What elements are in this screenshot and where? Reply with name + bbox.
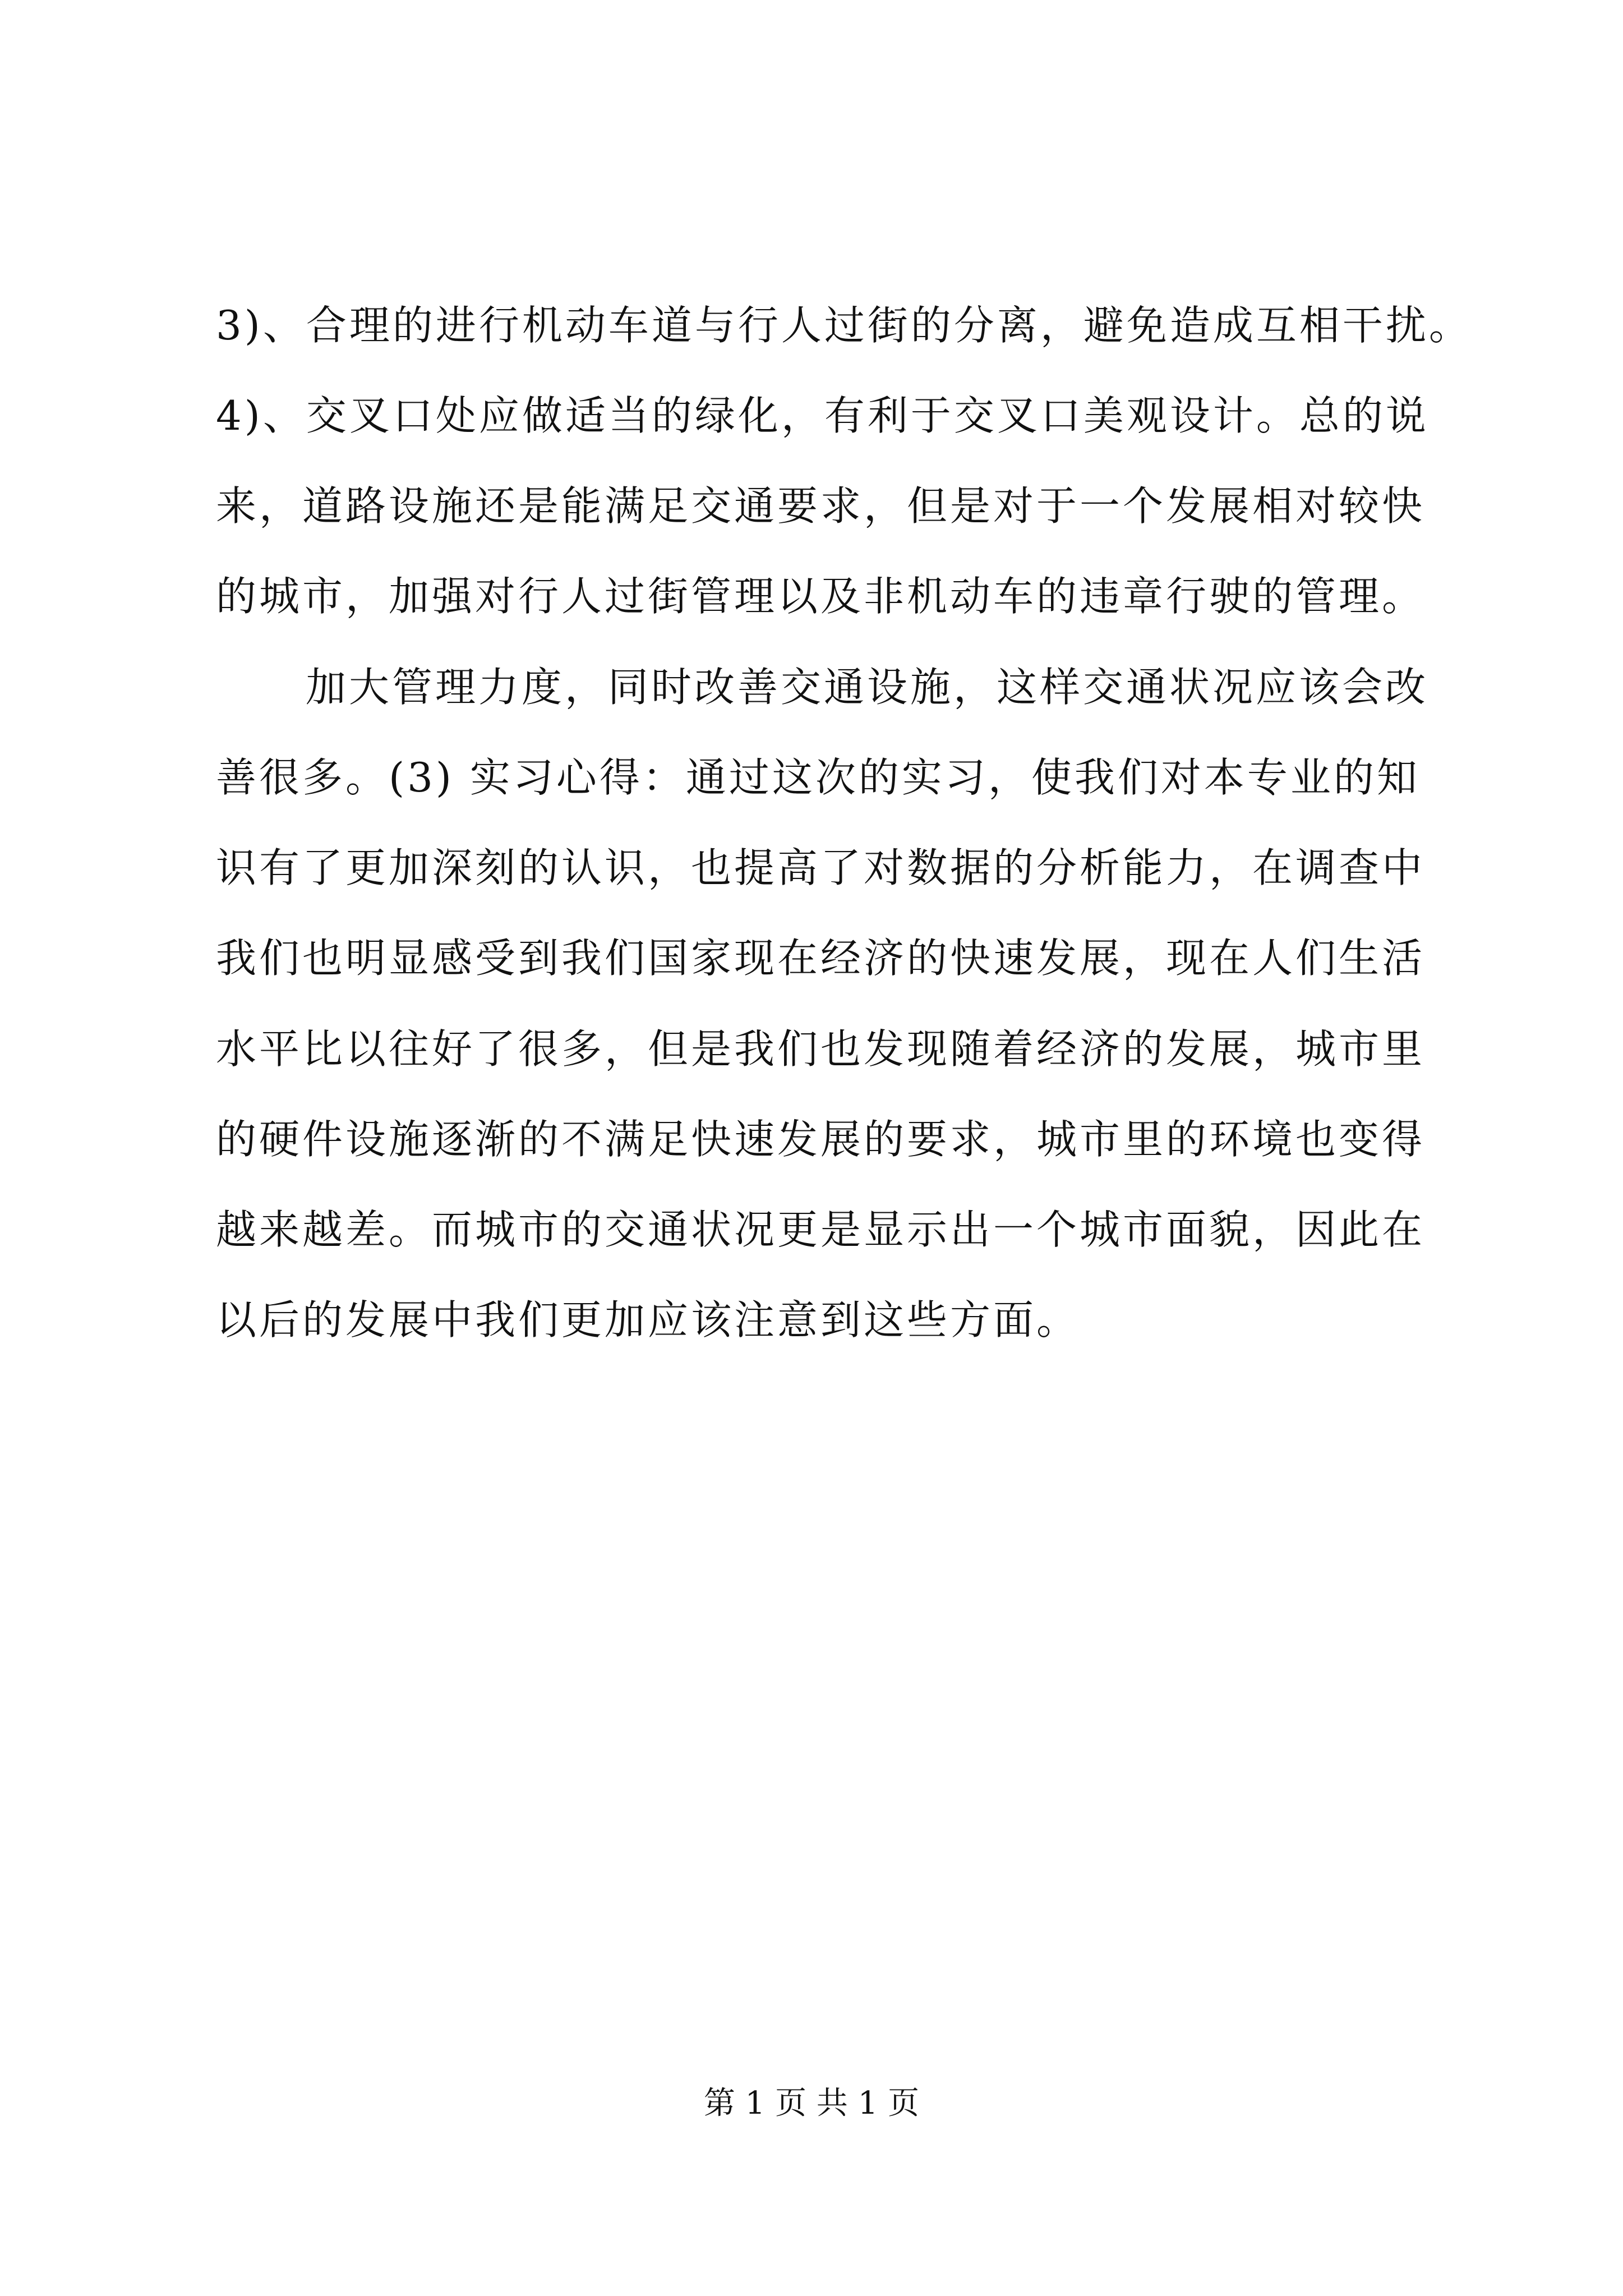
text-line-4: 的城市，加强对行人过街管理以及非机动车的违章行驶的管理。 (216, 573, 1426, 620)
text-line-6: 善很多。(3) 实习心得：通过这次的实习，使我们对本专业的知 (216, 754, 1420, 801)
text-line-7: 识有了更加深刻的认识，也提高了对数据的分析能力，在调查中 (216, 844, 1426, 891)
text-line-10: 的硬件设施逐渐的不满足快速发展的要求，城市里的环境也变得 (216, 1116, 1426, 1163)
text-line-8: 我们也明显感受到我们国家现在经济的快速发展，现在人们生活 (216, 935, 1426, 982)
text-line-3: 来，道路设施还是能满足交通要求，但是对于一个发展相对较快 (216, 482, 1426, 530)
page-number-footer: 第 1 页 共 1 页 (703, 2085, 920, 2122)
text-line-2: 4)、交叉口处应做适当的绿化，有利于交叉口美观设计。总的说 (216, 392, 1429, 439)
text-line-5: 加大管理力度，同时改善交通设施，这样交通状况应该会改 (306, 664, 1429, 711)
text-line-12: 以后的发展中我们更加应该注意到这些方面。 (216, 1296, 1080, 1343)
text-line-11: 越来越差。而城市的交通状况更是显示出一个城市面貌，因此在 (216, 1206, 1426, 1253)
text-line-1: 3)、合理的进行机动车道与行人过街的分离，避免造成互相干扰。 (216, 302, 1472, 349)
text-line-9: 水平比以往好了很多，但是我们也发现随着经济的发展，城市里 (216, 1025, 1426, 1073)
